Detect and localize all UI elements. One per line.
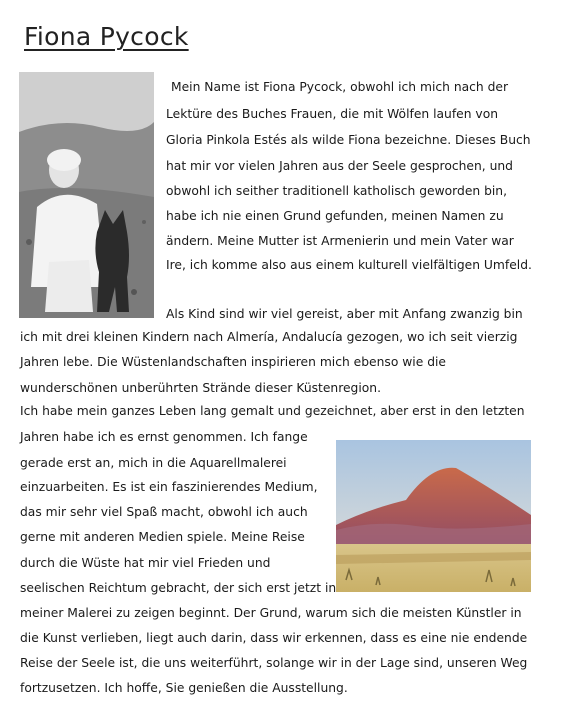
desert-painting xyxy=(336,440,531,592)
text-line: Mein Name ist Fiona Pycock, obwohl ich mich nach der xyxy=(171,80,509,94)
page-title: Fiona Pycock xyxy=(24,22,189,51)
text-line: Ire, ich komme also aus einem kulturell vielfältigen Umfeld. xyxy=(166,258,532,272)
text-line: Gloria Pinkola Estés als wilde Fiona bezeichne. Dieses Buch xyxy=(166,133,531,147)
text-line: Lektüre des Buches Frauen, die mit Wölfen laufen von xyxy=(166,107,499,121)
text-line: habe ich nie einen Grund gefunden, meinen Namen zu xyxy=(166,209,504,223)
text-line: Jahren habe ich es ernst genommen. Ich fange xyxy=(20,430,308,444)
text-line: die Kunst verlieben, liegt auch darin, dass wir erkennen, dass es eine nie endende xyxy=(20,631,528,645)
text-line: Reise der Seele ist, die uns weiterführt, solange wir in der Lage sind, unseren Weg xyxy=(20,656,528,670)
text-line: Jahren lebe. Die Wüstenlandschaften inspirieren mich ebenso wie die xyxy=(20,355,446,369)
text-line: durch die Wüste hat mir viel Frieden und xyxy=(20,556,271,570)
text-line: wunderschönen unberührten Strände dieser Küstenregion. xyxy=(20,381,382,395)
text-line: hat mir vor vielen Jahren aus der Seele gesprochen, und xyxy=(166,159,513,173)
portrait-photo xyxy=(19,72,154,318)
text-line: Als Kind sind wir viel gereist, aber mit Anfang zwanzig bin xyxy=(166,307,523,321)
text-line: ändern. Meine Mutter ist Armenierin und mein Vater war xyxy=(166,234,514,248)
text-line: einzuarbeiten. Es ist ein faszinierendes Medium, xyxy=(20,480,318,494)
text-line: obwohl ich seither traditionell katholisch geworden bin, xyxy=(166,184,508,198)
text-line: seelischen Reichtum gebracht, der sich erst jetzt in xyxy=(20,581,337,595)
text-line: meiner Malerei zu zeigen beginnt. Der Grund, warum sich die meisten Künstler in xyxy=(20,606,522,620)
text-line: ich mit drei kleinen Kindern nach Almería, Andalucía gezogen, wo ich seit vierzig xyxy=(20,330,518,344)
text-line: gerne mit anderen Medien spiele. Meine Reise xyxy=(20,530,305,544)
text-line: Ich habe mein ganzes Leben lang gemalt und gezeichnet, aber erst in den letzten xyxy=(20,404,525,418)
text-line: fortzusetzen. Ich hoffe, Sie genießen die Ausstellung. xyxy=(20,681,348,695)
text-line: das mir sehr viel Spaß macht, obwohl ich auch xyxy=(20,505,308,519)
text-line: gerade erst an, mich in die Aquarellmalerei xyxy=(20,456,287,470)
